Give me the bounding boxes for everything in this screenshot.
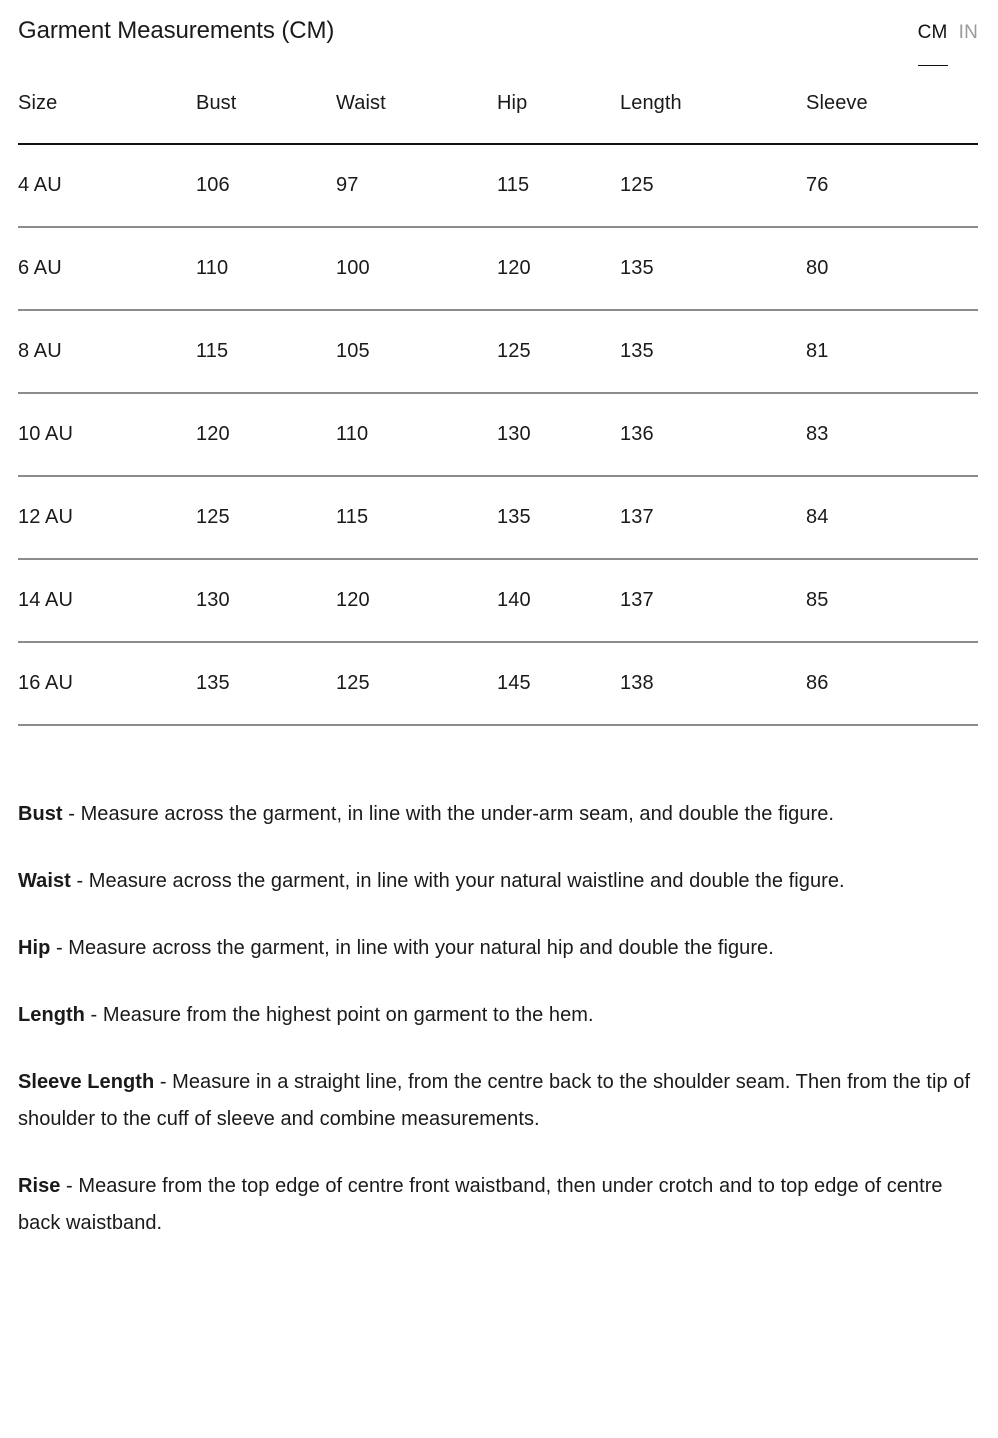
cell-hip: 120	[497, 227, 620, 310]
unit-toggle-in[interactable]: IN	[958, 22, 978, 43]
cell-bust: 115	[196, 310, 336, 393]
cell-length: 125	[620, 144, 806, 227]
table-header-row	[18, 62, 978, 144]
header	[0, 0, 998, 62]
table-row	[18, 144, 978, 227]
size-table-head	[18, 62, 978, 144]
cell-sleeve: 84	[806, 476, 978, 559]
cell-hip: 125	[497, 310, 620, 393]
note-rise	[18, 1168, 976, 1242]
column-header-length: Length	[620, 62, 806, 144]
cell-sleeve: 76	[806, 144, 978, 227]
cell-size: 12 AU	[18, 476, 196, 559]
cell-hip: 130	[497, 393, 620, 476]
size-table-container	[0, 62, 998, 726]
note-text: - Measure across the garment, in line with your natural waistline and double the figure.	[70, 870, 845, 892]
note-text: - Measure from the highest point on garment to the hem.	[84, 1004, 594, 1026]
unit-toggle[interactable]	[918, 2, 978, 66]
cell-bust: 135	[196, 642, 336, 725]
cell-bust: 106	[196, 144, 336, 227]
cell-waist: 105	[336, 310, 497, 393]
cell-bust: 110	[196, 227, 336, 310]
cell-size: 4 AU	[18, 144, 196, 227]
note-waist	[18, 863, 976, 900]
note-text: - Measure in a straight line, from the centre back to the shoulder seam. Then from the tip of shoulder to the cuff of sleeve and combine measurements.	[18, 1071, 971, 1130]
cell-length: 136	[620, 393, 806, 476]
column-header-hip: Hip	[497, 62, 620, 144]
note-term: Waist	[18, 870, 71, 892]
table-row	[18, 642, 978, 725]
cell-bust: 125	[196, 476, 336, 559]
unit-toggle-cm[interactable]: CM	[918, 2, 948, 66]
cell-waist: 120	[336, 559, 497, 642]
column-header-sleeve: Sleeve	[806, 62, 978, 144]
cell-size: 10 AU	[18, 393, 196, 476]
table-row	[18, 310, 978, 393]
note-bust	[18, 796, 976, 833]
cell-sleeve: 85	[806, 559, 978, 642]
cell-length: 137	[620, 559, 806, 642]
cell-length: 138	[620, 642, 806, 725]
size-table-body	[18, 144, 978, 725]
cell-length: 135	[620, 227, 806, 310]
table-row	[18, 559, 978, 642]
note-text: - Measure across the garment, in line with your natural hip and double the figure.	[50, 937, 774, 959]
cell-hip: 145	[497, 642, 620, 725]
table-row	[18, 476, 978, 559]
cell-waist: 100	[336, 227, 497, 310]
cell-size: 16 AU	[18, 642, 196, 725]
note-term: Rise	[18, 1175, 61, 1197]
cell-bust: 120	[196, 393, 336, 476]
cell-size: 6 AU	[18, 227, 196, 310]
column-header-size: Size	[18, 62, 196, 144]
cell-length: 135	[620, 310, 806, 393]
cell-bust: 130	[196, 559, 336, 642]
cell-hip: 135	[497, 476, 620, 559]
cell-sleeve: 81	[806, 310, 978, 393]
cell-sleeve: 80	[806, 227, 978, 310]
table-row	[18, 227, 978, 310]
note-term: Length	[18, 1004, 85, 1026]
cell-waist: 115	[336, 476, 497, 559]
table-row	[18, 393, 978, 476]
page-title: Garment Measurements (CM)	[18, 17, 335, 44]
cell-hip: 115	[497, 144, 620, 227]
column-header-waist: Waist	[336, 62, 497, 144]
column-header-bust: Bust	[196, 62, 336, 144]
note-sleeve-length	[18, 1064, 976, 1138]
cell-size: 8 AU	[18, 310, 196, 393]
cell-sleeve: 86	[806, 642, 978, 725]
cell-waist: 110	[336, 393, 497, 476]
measurement-notes	[0, 726, 998, 1242]
note-term: Sleeve Length	[18, 1071, 155, 1093]
note-term: Hip	[18, 937, 51, 959]
cell-size: 14 AU	[18, 559, 196, 642]
cell-sleeve: 83	[806, 393, 978, 476]
cell-hip: 140	[497, 559, 620, 642]
note-hip	[18, 930, 976, 967]
note-text: - Measure from the top edge of centre front waistband, then under crotch and to top edge of centre back waistband.	[18, 1175, 943, 1234]
cell-waist: 97	[336, 144, 497, 227]
note-text: - Measure across the garment, in line with the under-arm seam, and double the figure.	[62, 803, 835, 825]
note-term: Bust	[18, 803, 63, 825]
cell-length: 137	[620, 476, 806, 559]
cell-waist: 125	[336, 642, 497, 725]
size-table	[18, 62, 978, 726]
note-length	[18, 997, 976, 1034]
